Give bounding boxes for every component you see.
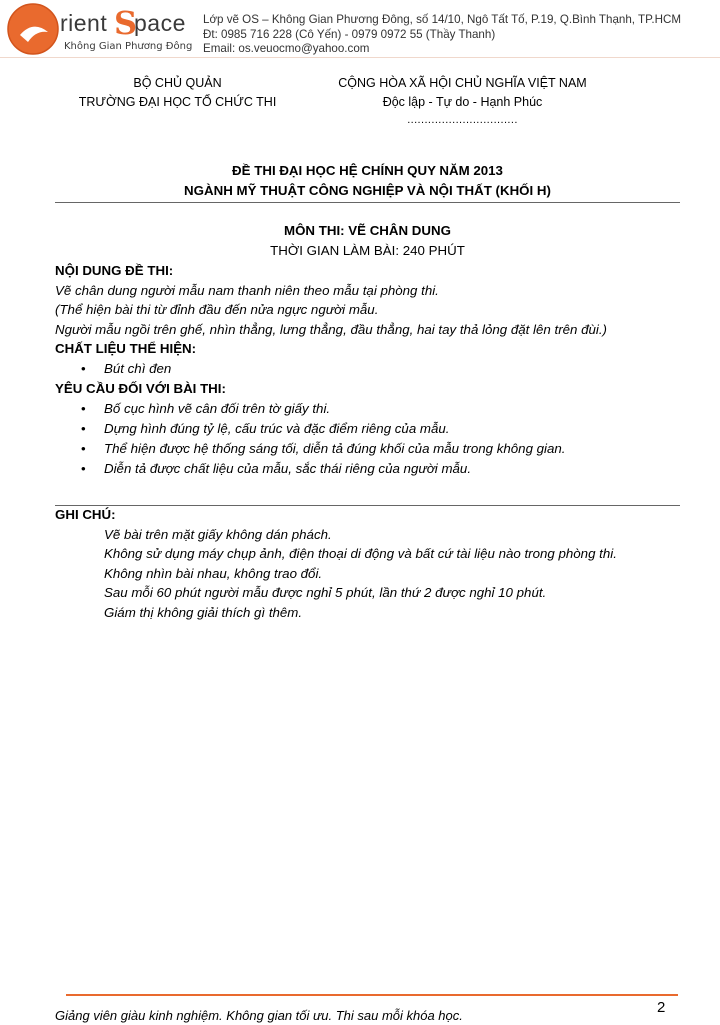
material-list [55, 359, 685, 379]
exam-title [55, 161, 680, 201]
notes-heading: GHI CHÚ: [55, 507, 116, 522]
content-line: Vẽ chân dung người mẫu nam thanh niên theo mẫu tại phòng thi. [55, 282, 439, 298]
national-motto: Độc lập - Tự do - Hạnh Phúc [382, 95, 543, 109]
note-line: Không sử dụng máy chụp ảnh, điện thoại di động và bất cứ tài liệu nào trong phòng thi. [104, 546, 617, 562]
content-line: Người mẫu ngồi trên ghế, nhìn thẳng, lưng thẳng, đầu thẳng, hai tay thả lỏng đặt lên trên đùi.) [55, 321, 607, 337]
note-line: Vẽ bài trên mặt giấy không dán phách. [104, 526, 332, 542]
list-item: • Bút chì đen [55, 359, 685, 379]
exam-title-line-1: ĐỀ THI ĐẠI HỌC HỆ CHÍNH QUY NĂM 2013 [232, 163, 503, 178]
list-item: • Diễn tả được chất liệu của mẫu, sắc thái riêng của người mẫu. [55, 459, 685, 479]
contact-phone: Đt: 0985 716 228 (Cô Yến) - 0979 0972 55 (Thầy Thanh) [203, 27, 496, 41]
logo-tagline: Không Gian Phương Đông [64, 41, 193, 52]
contact-email: Email: os.veuocmo@yahoo.com [203, 42, 370, 55]
page-number: 2 [657, 999, 666, 1016]
footer-slogan: Giảng viên giàu kinh nghiệm. Không gian tối ưu. Thi sau mỗi khóa học. [55, 1008, 463, 1023]
footer-divider [66, 994, 678, 996]
requirements-heading: YÊU CẦU ĐỐI VỚI BÀI THI: [55, 381, 226, 397]
organizing-university: TRƯỜNG ĐẠI HỌC TỔ CHỨC THI [78, 95, 277, 109]
exam-body [55, 261, 685, 480]
requirements-list [55, 399, 685, 480]
letterhead-right [310, 74, 615, 129]
page-header [0, 0, 720, 58]
list-item: • Dựng hình đúng tỷ lệ, cấu trúc và đặc điểm riêng của mẫu. [55, 419, 685, 439]
orient-o-icon [6, 2, 62, 56]
contact-info [203, 13, 681, 57]
governing-body: BỘ CHỦ QUẢN [133, 76, 222, 90]
logo-s-letter: S [114, 4, 138, 42]
content-heading: NỘI DUNG ĐỀ THI: [55, 263, 174, 278]
exam-title-line-2: NGÀNH MỸ THUẬT CÔNG NGHIỆP VÀ NỘI THẤT (KHỐI H) [184, 183, 551, 198]
letterhead-left [55, 74, 300, 112]
subject-block [55, 221, 680, 261]
motto-dots: ................................ [407, 114, 518, 126]
logo-word-rient: rient [60, 10, 108, 36]
note-line: Sau mỗi 60 phút người mẫu được nghỉ 5 phút, lần thứ 2 được nghỉ 10 phút. [104, 585, 547, 601]
note-line: Giám thị không giải thích gì thêm. [104, 604, 303, 620]
material-heading: CHẤT LIỆU THỂ HIỆN: [55, 341, 197, 357]
contact-address: Lớp vẽ OS – Không Gian Phương Đông, số 14/10, Ngô Tất Tố, P.19, Q.Bình Thạnh, TP.HCM [203, 13, 681, 26]
header-divider [0, 57, 720, 58]
nation-name: CỘNG HÒA XÃ HỘI CHỦ NGHĨA VIỆT NAM [338, 76, 587, 90]
exam-duration: THỜI GIAN LÀM BÀI: 240 PHÚT [270, 243, 465, 258]
content-line: (Thể hiện bài thi từ đỉnh đầu đến nửa ngực người mẫu. [55, 302, 379, 318]
notes-block [55, 505, 685, 623]
orient-space-logo [6, 2, 196, 56]
note-line: Không nhìn bài nhau, không trao đổi. [104, 565, 323, 581]
logo-word-pace: pace [134, 10, 186, 36]
list-item: • Thể hiện được hệ thống sáng tối, diễn tả đúng khối của mẫu trong không gian. [55, 439, 685, 459]
title-divider [55, 202, 680, 203]
list-item: • Bố cục hình vẽ cân đối trên tờ giấy thi. [55, 399, 685, 419]
subject-name: MÔN THI: VẼ CHÂN DUNG [284, 223, 451, 238]
